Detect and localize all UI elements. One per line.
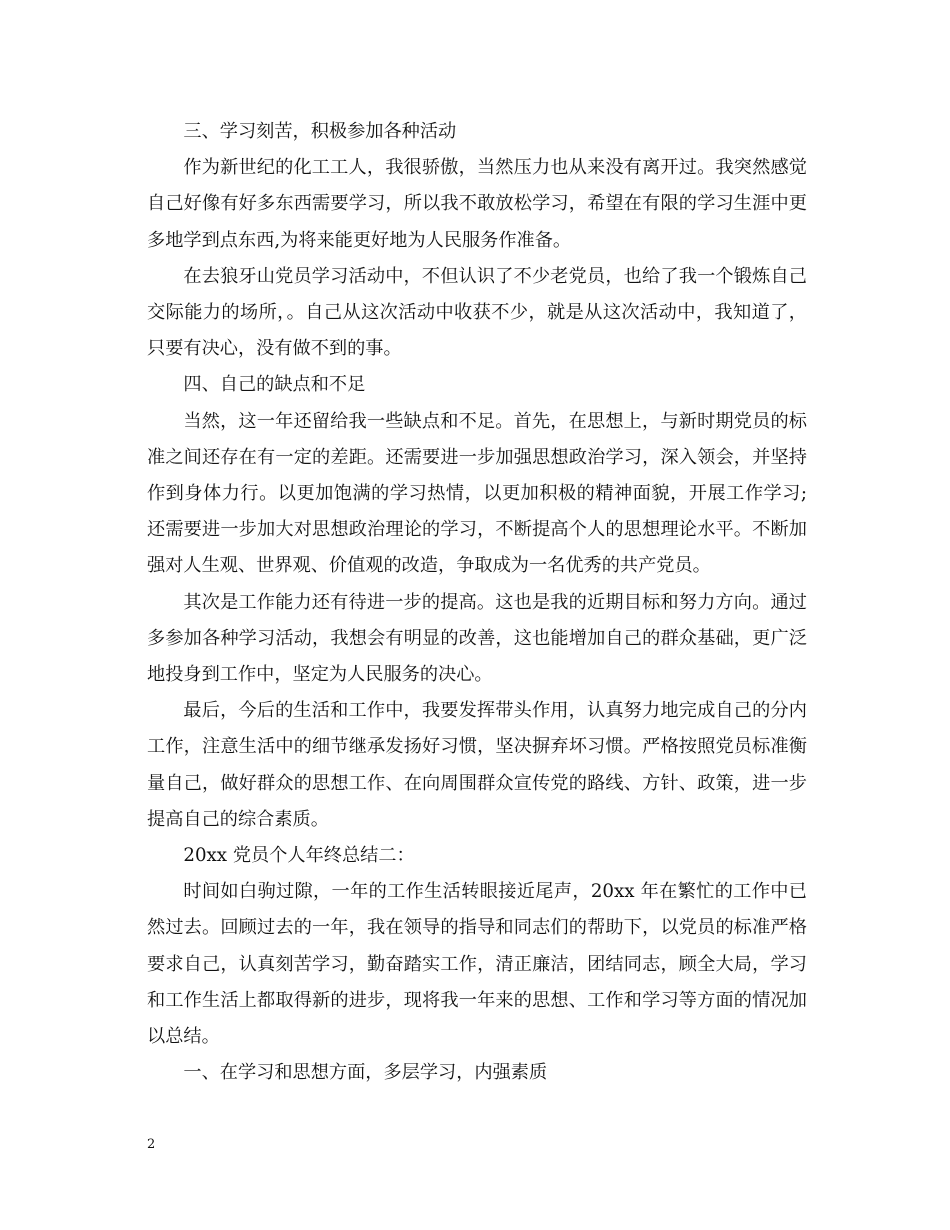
paragraph: 作为新世纪的化工工人，我很骄傲，当然压力也从来没有离开过。我突然感觉自己好像有好多东西需要学习，所以我不敢放松学习，希望在有限的学习生涯中更多地学到点东西,为将来能更好地为人民服务作准备。 xyxy=(147,157,807,251)
paragraph: 时间如白驹过隙，一年的工作生活转眼接近尾声，20xx 年在繁忙的工作中已然过去。回顾过去的一年，我在领导的指导和同志们的帮助下，以党员的标准严格要求自己，认真刻苦学习，勤奋踏实工作，清正廉洁，团结同志，顾全大局，学习和工作生活上都取得新的进步，现将我一年来的思想、工作和学习等方面的情况加以总结。 xyxy=(147,881,807,1048)
paragraph: 当然，这一年还留给我一些缺点和不足。首先，在思想上，与新时期党员的标准之间还存在有一定的差距。还需要进一步加强思想政治学习，深入领会，并坚持作到身体力行。以更加饱满的学习热情，以更加积极的精神面貌，开展工作学习;还需要进一步加大对思想政治理论的学习，不断提高个人的思想理论水平。不断加强对人生观、世界观、价值观的改造，争取成为一名优秀的共产党员。 xyxy=(147,410,807,577)
document-body xyxy=(147,114,807,1091)
section-heading-3: 三、学习刻苦，积极参加各种活动 xyxy=(183,121,457,142)
paragraph: 最后，今后的生活和工作中，我要发挥带头作用，认真努力地完成自己的分内工作，注意生活中的细节继承发扬好习惯，坚决摒弃坏习惯。严格按照党员标准衡量自己，做好群众的思想工作、在向周围群众宣传党的路线、方针、政策，进一步提高自己的综合素质。 xyxy=(147,700,807,830)
summary-two-heading: 20xx 党员个人年终总结二： xyxy=(183,845,415,867)
paragraph: 在去狼牙山党员学习活动中，不但认识了不少老党员，也给了我一个锻炼自己交际能力的场所，。自己从这次活动中收获不少，就是从这次活动中，我知道了，只要有决心，没有做不到的事。 xyxy=(147,265,807,360)
section-heading-1: 一、在学习和思想方面，多层学习，内强素质 xyxy=(183,1062,548,1084)
page-number: 2 xyxy=(147,1137,156,1152)
section-heading-4: 四、自己的缺点和不足 xyxy=(183,374,366,396)
paragraph: 其次是工作能力还有待进一步的提高。这也是我的近期目标和努力方向。通过多参加各种学习活动，我想会有明显的改善，这也能增加自己的群众基础，更广泛地投身到工作中，坚定为人民服务的决心。 xyxy=(147,591,807,686)
